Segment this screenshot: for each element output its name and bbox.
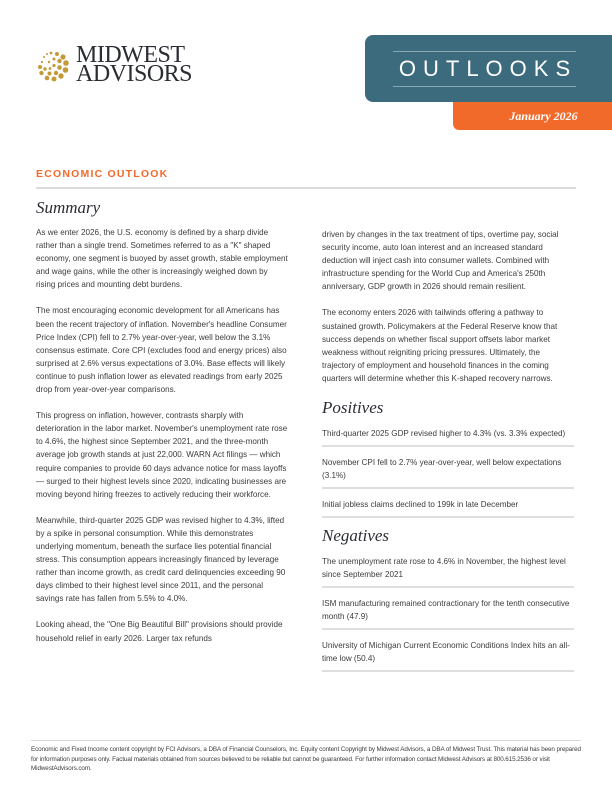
positives-list [322,424,574,518]
issue-date: January 2026 [509,108,578,123]
summary-paragraph: Meanwhile, third-quarter 2025 GDP was revised higher to 4.3%, lifted by a spike in personal consumption. While this demonstrates underlying momentum, beneath the surface lies potential financial stress. This consumption appears increasingly financed by leverage rather than income growth, as credit card delinquencies exceeding 90 days climbed to their highest level since 2011, and the personal savings rate has fallen from 5.5% to 4.0%. [36,515,286,604]
negative-item: University of Michigan Current Economic Conditions Index hits an all-time low (50.4) [322,636,574,672]
positives-heading: Positives [322,398,384,418]
summary-paragraph: The most encouraging economic development for all Americans has been the recent trajectory of inflation. November's headline Consumer Price Index (CPI) fell to 2.7% year-over-year, well below the 3.1% consensus estimate. Core CPI (excludes food and energy prices) also surprised at 2.6% versus expectations of 3.0%. Base effects will likely continue to push inflation lower as elevated readings from early 2025 drop from year-over-year comparisons. [36,306,287,395]
logo-line-2: ADVISORS [76,61,193,87]
left-column [36,198,288,658]
midwest-advisors-logo [36,42,193,87]
logo-wordmark [76,42,193,87]
outlooks-banner [365,35,612,102]
right-column [322,228,574,678]
section-label: ECONOMIC OUTLOOK [36,168,169,180]
negatives-heading: Negatives [322,526,390,546]
summary-paragraph: Looking ahead, the "One Big Beautiful Bill" provisions should provide household relief in early 2026. Larger tax refunds [36,620,283,643]
logo-line-1: MIDWEST [76,42,185,68]
date-tab [453,102,612,130]
summary-paragraph: driven by changes in the tax treatment of tips, overtime pay, social security income, auto loan interest and an increased standard deduction will inject cash into consumer wallets. Combined with infrastructure spending for the World Cup and America's 250th anniversary, GDP growth in 2026 should remain resilient. [322,230,559,292]
summary-paragraph: This progress on inflation, however, contrasts sharply with deterioration in the labor market. November's unemployment rate rose to 4.6%, the highest since September 2021, and the three-month average job growth stands at just 22,000. WARN Act filings — which require companies to provide 60 days advance notice for mass layoffs — surged to their highest levels since 2020, indicating businesses are moving beyond hiring freezes to actively reducing their workforce. [36,411,288,499]
banner-title: OUTLOOKS [398,56,578,81]
negatives-list [322,552,574,672]
positive-item: Initial jobless claims declined to 199k in late December [322,495,574,518]
summary-paragraph: As we enter 2026, the U.S. economy is defined by a sharp divide rather than a single trend. Sometimes referred to as a "K" shaped economy, one segment is buoyed by asset growth, stable employment and wage gains, while the other is increasingly weighed down by rising prices and mounting debt burdens. [36,228,288,290]
negative-item: ISM manufacturing remained contractionary for the tenth consecutive month (47.9) [322,594,574,630]
footer-divider [31,740,581,741]
positive-item: Third-quarter 2025 GDP revised higher to 4.3% (vs. 3.3% expected) [322,424,574,447]
summary-paragraph: The economy enters 2026 with tailwinds offering a pathway to sustained growth. Policymakers at the Federal Reserve know that success depends on whether fiscal support offsets labor market weakness without reigniting pricing pressures. Ultimately, the trajectory of employment and household finances in the coming quarters will determine whether this K-shaped recovery narrows. [322,308,558,383]
footer-disclaimer: Economic and Fixed Income content copyright by FCI Advisors, a DBA of Financial Counselors, Inc. Equity content Copyright by Midwest Advisors, a DBA of Midwest Trust. This material has been prepared for information purposes only. Factual materials obtained from sources believed to be reliable but cannot be guaranteed. For further information contact Midwest Advisors at 800.615.2536 or visit MidwestAdvisors.com. [31,746,581,773]
summary-heading: Summary [36,198,101,217]
section-divider [36,187,576,189]
negative-item: The unemployment rate rose to 4.6% in November, the highest level since September 2021 [322,552,574,588]
banner-title-frame [393,51,576,87]
gold-dotted-globe-icon [36,48,70,82]
positive-item: November CPI fell to 2.7% year-over-year, well below expectations (3.1%) [322,453,574,489]
